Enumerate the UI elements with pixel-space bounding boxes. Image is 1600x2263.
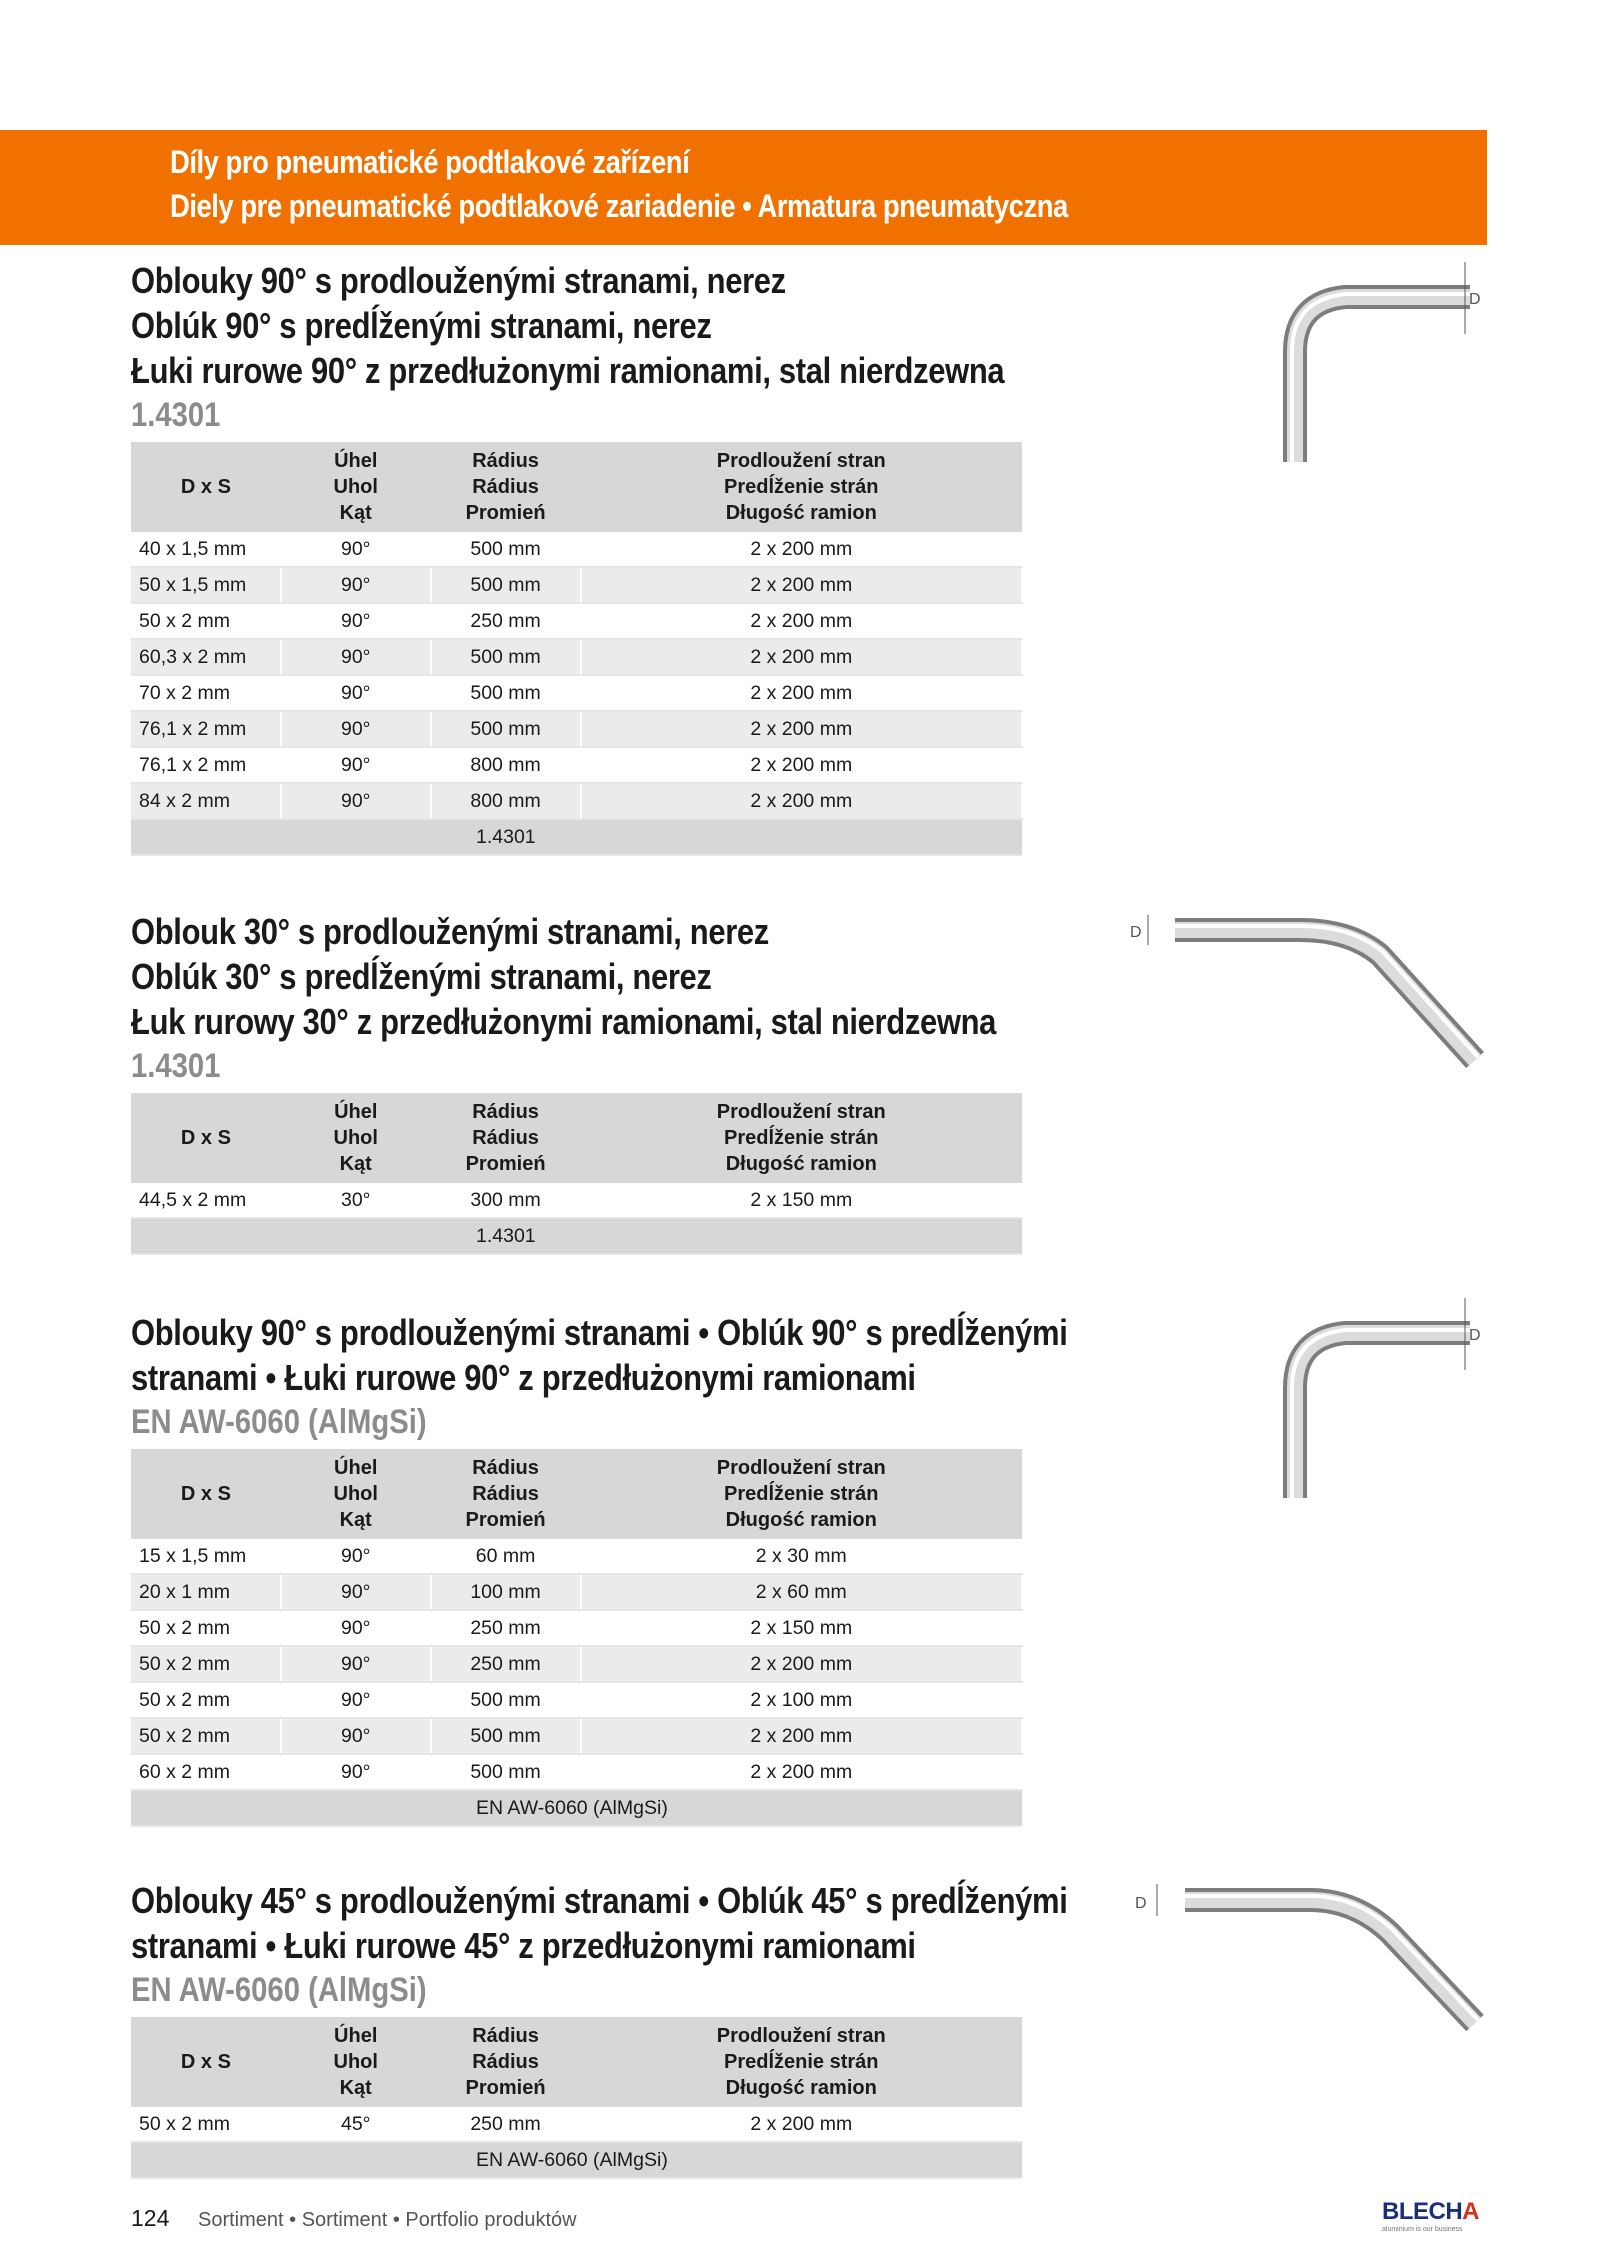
cell-radius: 800 mm <box>431 747 581 783</box>
section-title-line: Oblouk 30° s prodlouženými stranami, nerez <box>131 911 769 952</box>
header-label: Prodloužení stran <box>716 1101 886 1123</box>
header-banner <box>0 130 1487 245</box>
cell-angle: 90° <box>281 567 431 603</box>
header-label: Uhol <box>333 2051 378 2073</box>
header-extension <box>581 2017 1023 2107</box>
cell-extension: 2 x 150 mm <box>581 1610 1023 1646</box>
section-90-stainless <box>131 258 1131 856</box>
cell-angle: 90° <box>281 532 431 567</box>
table-row <box>131 567 1022 603</box>
header-label: D x S <box>180 2051 231 2073</box>
section-title-line: stranami • Łuki rurowe 45° z przedłużonymi ramionami <box>131 1925 916 1966</box>
header-label: Promień <box>465 2077 546 2099</box>
cell-dxs: 50 x 2 mm <box>131 1646 281 1682</box>
header-angle <box>281 442 431 532</box>
header-label: D x S <box>180 1483 231 1505</box>
header-label: Długość ramion <box>725 1153 877 1175</box>
section-title-line: Oblouky 90° s prodlouženými stranami, nerez <box>131 260 786 301</box>
cell-angle: 90° <box>281 1646 431 1682</box>
cell-radius: 250 mm <box>431 2107 581 2142</box>
cell-dxs: 50 x 2 mm <box>131 2107 281 2142</box>
header-label: Uhol <box>333 476 378 498</box>
cell-extension: 2 x 100 mm <box>581 1682 1023 1718</box>
section-30-stainless <box>131 909 1131 1255</box>
cell-extension: 2 x 150 mm <box>581 1183 1022 1218</box>
cell-dxs: 60,3 x 2 mm <box>131 639 281 675</box>
cell-angle: 90° <box>281 1574 431 1610</box>
header-radius <box>431 1449 581 1539</box>
section-title-line: Oblúk 90° s predĺženými stranami, nerez <box>131 305 712 346</box>
spec-table <box>131 2017 1023 2179</box>
header-label: Promień <box>465 1509 546 1531</box>
table-footer-material: 1.4301 <box>131 819 1022 855</box>
header-label: Uhol <box>333 1127 378 1149</box>
table-footer-row <box>131 2142 1022 2178</box>
header-label: Rádius <box>472 476 539 498</box>
cell-extension: 2 x 200 mm <box>581 1646 1023 1682</box>
header-label: Rádius <box>472 2051 539 2073</box>
header-label: Długość ramion <box>725 502 877 524</box>
cell-extension: 2 x 200 mm <box>581 1754 1023 1790</box>
cell-angle: 90° <box>281 711 431 747</box>
table-header-row <box>131 1093 1022 1183</box>
header-label: Kąt <box>339 502 372 524</box>
header-label: Rádius <box>472 1483 539 1505</box>
spec-table <box>131 1093 1023 1255</box>
cell-extension: 2 x 200 mm <box>581 639 1022 675</box>
header-angle <box>281 2017 431 2107</box>
cell-angle: 30° <box>281 1183 431 1218</box>
header-label: Rádius <box>472 2025 539 2047</box>
cell-dxs: 50 x 1,5 mm <box>131 567 281 603</box>
header-label: Predĺženie strán <box>723 2051 879 2073</box>
header-label: Prodloužení stran <box>716 1457 886 1479</box>
logo-word-accent: A <box>1462 2198 1480 2225</box>
cell-radius: 500 mm <box>431 1754 581 1790</box>
header-label: Úhel <box>334 450 378 472</box>
section-title-line: Łuk rurowy 30° z przedłużonymi ramionami, stal nierdzewna <box>131 1001 997 1042</box>
cell-dxs: 40 x 1,5 mm <box>131 532 281 567</box>
table-footer-material: 1.4301 <box>131 1218 1022 1254</box>
section-title-line: Oblouky 45° s prodlouženými stranami • Oblúk 45° s predĺženými <box>131 1880 1068 1921</box>
cell-angle: 45° <box>281 2107 431 2142</box>
table-footer-material: EN AW-6060 (AlMgSi) <box>131 1790 1022 1826</box>
header-label: Kąt <box>339 1153 372 1175</box>
cell-dxs: 84 x 2 mm <box>131 783 281 819</box>
cell-extension: 2 x 200 mm <box>581 747 1022 783</box>
section-material: 1.4301 <box>131 396 221 434</box>
diameter-label: D <box>1130 924 1142 941</box>
blecha-logo <box>1382 2198 1488 2238</box>
cell-extension: 2 x 200 mm <box>581 675 1022 711</box>
header-label: Uhol <box>333 1483 378 1505</box>
header-label: Długość ramion <box>725 1509 877 1531</box>
header-extension <box>581 1449 1023 1539</box>
header-dxs <box>131 1449 281 1539</box>
table-row <box>131 1610 1022 1646</box>
cell-extension: 2 x 200 mm <box>581 711 1022 747</box>
table-row <box>131 639 1022 675</box>
page-number: 124 <box>131 2205 170 2231</box>
header-label: Długość ramion <box>725 2077 877 2099</box>
cell-radius: 500 mm <box>431 711 581 747</box>
diameter-label: D <box>1469 1327 1481 1344</box>
cell-angle: 90° <box>281 1718 431 1754</box>
table-footer-material: EN AW-6060 (AlMgSi) <box>131 2142 1022 2178</box>
cell-angle: 90° <box>281 675 431 711</box>
spec-table <box>131 1449 1023 1827</box>
header-label: Promień <box>465 1153 546 1175</box>
section-title-line: stranami • Łuki rurowe 90° z przedłużonymi ramionami <box>131 1357 916 1398</box>
section-title-line: Oblúk 30° s predĺženými stranami, nerez <box>131 956 712 997</box>
cell-dxs: 50 x 2 mm <box>131 1718 281 1754</box>
section-material: EN AW-6060 (AlMgSi) <box>131 1403 427 1441</box>
cell-extension: 2 x 200 mm <box>581 567 1022 603</box>
header-radius <box>431 442 581 532</box>
table-row <box>131 1718 1022 1754</box>
pipe-bend-30-image <box>1120 910 1490 1090</box>
header-dxs <box>131 1093 281 1183</box>
cell-extension: 2 x 200 mm <box>581 783 1022 819</box>
header-label: Rádius <box>472 1127 539 1149</box>
table-row <box>131 603 1022 639</box>
table-row <box>131 532 1022 567</box>
cell-radius: 250 mm <box>431 1646 581 1682</box>
cell-angle: 90° <box>281 1539 431 1574</box>
table-footer-row <box>131 1218 1022 1254</box>
section-45-aluminium <box>131 1878 1131 2179</box>
header-angle <box>281 1093 431 1183</box>
table-row <box>131 2107 1022 2142</box>
header-label: Prodloužení stran <box>716 2025 886 2047</box>
header-label: Predĺženie strán <box>724 476 879 498</box>
header-label: Predĺženie strán <box>724 1127 879 1149</box>
table-header-row <box>131 442 1022 532</box>
table-row <box>131 1754 1022 1790</box>
cell-radius: 800 mm <box>431 783 581 819</box>
cell-radius: 500 mm <box>431 532 581 567</box>
header-label: Predĺženie strán <box>723 1483 879 1505</box>
header-radius <box>431 2017 581 2107</box>
table-header-row <box>131 1449 1022 1539</box>
cell-dxs: 76,1 x 2 mm <box>131 711 281 747</box>
header-label: Úhel <box>334 1457 378 1479</box>
table-row <box>131 1539 1022 1574</box>
cell-dxs: 20 x 1 mm <box>131 1574 281 1610</box>
section-title-line: Łuki rurowe 90° z przedłużonymi ramionami, stal nierdzewna <box>131 350 1005 391</box>
cell-dxs: 15 x 1,5 mm <box>131 1539 281 1574</box>
cell-extension: 2 x 200 mm <box>581 532 1022 567</box>
header-label: Kąt <box>339 2077 372 2099</box>
cell-dxs: 50 x 2 mm <box>131 1610 281 1646</box>
table-row <box>131 1682 1022 1718</box>
cell-radius: 500 mm <box>431 1682 581 1718</box>
header-label: Rádius <box>472 1457 539 1479</box>
section-title-line: Oblouky 90° s prodlouženými stranami • Oblúk 90° s predĺženými <box>131 1312 1068 1353</box>
cell-radius: 60 mm <box>431 1539 581 1574</box>
cell-radius: 100 mm <box>431 1574 581 1610</box>
cell-angle: 90° <box>281 783 431 819</box>
header-label: Rádius <box>472 1101 539 1123</box>
cell-angle: 90° <box>281 1754 431 1790</box>
logo-tagline: aluminium is our business <box>1382 2226 1463 2233</box>
section-material: EN AW-6060 (AlMgSi) <box>131 1971 427 2009</box>
table-row <box>131 1574 1022 1610</box>
cell-radius: 500 mm <box>431 675 581 711</box>
table-row <box>131 711 1022 747</box>
cell-angle: 90° <box>281 747 431 783</box>
banner-title-cz: Díly pro pneumatické podtlakové zařízení <box>170 144 690 180</box>
cell-dxs: 50 x 2 mm <box>131 603 281 639</box>
cell-angle: 90° <box>281 1610 431 1646</box>
cell-radius: 250 mm <box>431 603 581 639</box>
cell-dxs: 76,1 x 2 mm <box>131 747 281 783</box>
cell-angle: 90° <box>281 639 431 675</box>
table-row <box>131 1646 1022 1682</box>
table-footer-row <box>131 1790 1022 1826</box>
diameter-label: D <box>1469 291 1481 308</box>
cell-dxs: 70 x 2 mm <box>131 675 281 711</box>
header-label: D x S <box>180 476 231 498</box>
cell-extension: 2 x 60 mm <box>581 1574 1023 1610</box>
cell-angle: 90° <box>281 1682 431 1718</box>
table-row <box>131 783 1022 819</box>
pipe-bend-45-image <box>1125 1878 1490 2058</box>
header-label: D x S <box>180 1127 231 1149</box>
header-radius <box>431 1093 581 1183</box>
cell-dxs: 50 x 2 mm <box>131 1682 281 1718</box>
table-row <box>131 1183 1022 1218</box>
table-header-row <box>131 2017 1022 2107</box>
section-material: 1.4301 <box>131 1047 221 1085</box>
header-label: Rádius <box>472 450 539 472</box>
table-row <box>131 747 1022 783</box>
header-label: Úhel <box>334 1101 378 1123</box>
cell-radius: 500 mm <box>431 1718 581 1754</box>
header-extension <box>581 1093 1022 1183</box>
cell-extension: 2 x 200 mm <box>581 603 1022 639</box>
header-label: Úhel <box>334 2025 378 2047</box>
cell-extension: 2 x 200 mm <box>581 1718 1023 1754</box>
header-label: Kąt <box>339 1509 372 1531</box>
header-label: Promień <box>465 502 546 524</box>
table-row <box>131 675 1022 711</box>
cell-extension: 2 x 30 mm <box>581 1539 1023 1574</box>
section-90-aluminium <box>131 1310 1131 1827</box>
pipe-bend-90-alu-image <box>1270 1298 1490 1508</box>
header-label: Prodloužení stran <box>716 450 886 472</box>
footer-text: Sortiment • Sortiment • Portfolio produktów <box>198 2209 577 2231</box>
header-angle <box>281 1449 431 1539</box>
table-footer-row <box>131 819 1022 855</box>
header-extension <box>581 442 1022 532</box>
cell-dxs: 44,5 x 2 mm <box>131 1183 281 1218</box>
cell-radius: 250 mm <box>431 1610 581 1646</box>
cell-dxs: 60 x 2 mm <box>131 1754 281 1790</box>
cell-radius: 500 mm <box>431 567 581 603</box>
cell-extension: 2 x 200 mm <box>581 2107 1023 2142</box>
cell-radius: 500 mm <box>431 639 581 675</box>
banner-title-sk-pl: Diely pre pneumatické podtlakové zariadenie • Armatura pneumatyczna <box>170 188 1068 224</box>
cell-angle: 90° <box>281 603 431 639</box>
pipe-bend-90-image <box>1270 262 1490 472</box>
cell-radius: 300 mm <box>431 1183 581 1218</box>
header-dxs <box>131 442 281 532</box>
spec-table <box>131 442 1023 856</box>
header-dxs <box>131 2017 281 2107</box>
logo-word-main: BLECH <box>1382 2198 1463 2225</box>
diameter-label: D <box>1135 1895 1147 1912</box>
